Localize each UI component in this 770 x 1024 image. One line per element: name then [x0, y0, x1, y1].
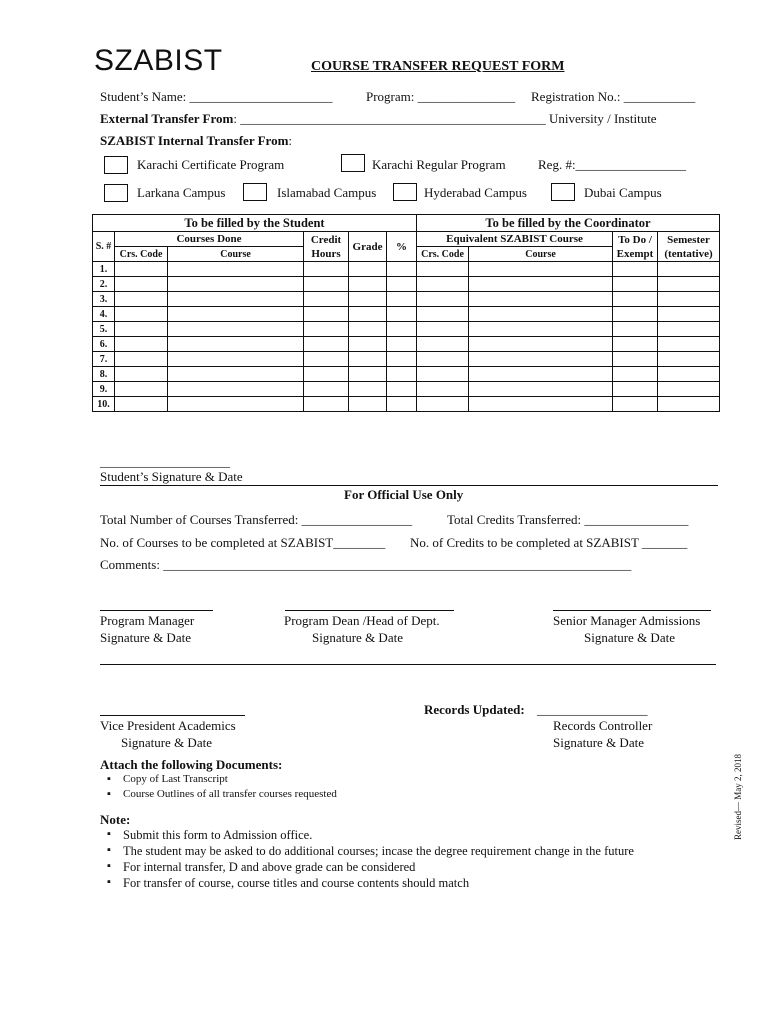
percent-cell[interactable] — [387, 367, 417, 382]
table-row — [93, 307, 720, 322]
semester-cell[interactable] — [658, 352, 720, 367]
attach-item: ▪ Course Outlines of all transfer courses requested — [123, 788, 337, 800]
course-cell[interactable] — [168, 397, 304, 412]
eq-course-header: Course — [469, 247, 613, 262]
islamabad-label: Islamabad Campus — [277, 185, 377, 200]
coordinator-section-header: To be filled by the Coordinator — [417, 215, 720, 232]
table-row — [93, 322, 720, 337]
percent-cell[interactable] — [387, 307, 417, 322]
semester-line1: Semester — [667, 233, 710, 246]
credit-hours-cell[interactable] — [304, 292, 349, 307]
grade-cell[interactable] — [349, 322, 387, 337]
table-row — [93, 352, 720, 367]
row-number: 10. — [93, 397, 115, 412]
eq-course-cell[interactable] — [469, 382, 613, 397]
eq-crs-code-cell[interactable] — [417, 337, 469, 352]
crs-code-header: Crs. Code — [115, 247, 168, 262]
todo-exempt-cell[interactable] — [613, 352, 658, 367]
course-cell[interactable] — [168, 382, 304, 397]
course-cell[interactable] — [168, 322, 304, 337]
dean-signature-line[interactable] — [285, 610, 454, 611]
percent-cell[interactable] — [387, 337, 417, 352]
courses-to-complete-field[interactable]: No. of Courses to be completed at SZABIST________ — [100, 535, 386, 550]
percent-cell[interactable] — [387, 352, 417, 367]
credit-hours-cell[interactable] — [304, 352, 349, 367]
credit-hours-cell[interactable] — [304, 277, 349, 292]
eq-crs-code-header: Crs. Code — [417, 247, 469, 262]
semester-header — [658, 232, 720, 262]
table-row — [93, 367, 720, 382]
percent-cell[interactable] — [387, 262, 417, 277]
note-item: ▪ For internal transfer, D and above grade can be considered — [123, 860, 415, 875]
eq-course-cell[interactable] — [469, 337, 613, 352]
eq-crs-code-cell[interactable] — [417, 307, 469, 322]
eq-course-cell[interactable] — [469, 367, 613, 382]
semester-cell[interactable] — [658, 337, 720, 352]
grade-header: Grade — [349, 232, 387, 262]
row-number: 2. — [93, 277, 115, 292]
todo-exempt-cell[interactable] — [613, 337, 658, 352]
semester-cell[interactable] — [658, 382, 720, 397]
grade-cell[interactable] — [349, 382, 387, 397]
eq-course-cell[interactable] — [469, 292, 613, 307]
semester-line2: (tentative) — [664, 247, 713, 260]
crs-code-cell[interactable] — [115, 292, 168, 307]
eq-course-cell[interactable] — [469, 352, 613, 367]
grade-cell[interactable] — [349, 367, 387, 382]
credit-hours-line2: Hours — [311, 247, 341, 260]
attach-item: ▪ Copy of Last Transcript — [123, 773, 228, 785]
grade-cell[interactable] — [349, 337, 387, 352]
pm-label: Program Manager — [100, 613, 195, 628]
registration-field[interactable]: Registration No.: ___________ — [531, 89, 696, 104]
semester-cell[interactable] — [658, 397, 720, 412]
table-row — [93, 262, 720, 277]
eq-course-cell[interactable] — [469, 397, 613, 412]
credit-hours-header — [304, 232, 349, 262]
larkana-checkbox[interactable] — [104, 184, 128, 202]
credit-hours-cell[interactable] — [304, 322, 349, 337]
course-cell[interactable] — [168, 277, 304, 292]
crs-code-cell[interactable] — [115, 397, 168, 412]
dubai-label: Dubai Campus — [584, 185, 662, 200]
grade-cell[interactable] — [349, 397, 387, 412]
percent-cell[interactable] — [387, 292, 417, 307]
larkana-label: Larkana Campus — [137, 185, 226, 200]
crs-code-cell[interactable] — [115, 382, 168, 397]
total-credits-field[interactable]: Total Credits Transferred: ________________ — [447, 512, 689, 527]
dubai-checkbox[interactable] — [551, 183, 575, 201]
semester-cell[interactable] — [658, 262, 720, 277]
table-row — [93, 397, 720, 412]
karachi-certificate-label: Karachi Certificate Program — [137, 157, 285, 172]
row-number: 3. — [93, 292, 115, 307]
course-cell[interactable] — [168, 292, 304, 307]
percent-cell[interactable] — [387, 382, 417, 397]
semester-cell[interactable] — [658, 367, 720, 382]
sma-label: Senior Manager Admissions — [553, 613, 701, 628]
eq-course-cell[interactable] — [469, 262, 613, 277]
crs-code-cell[interactable] — [115, 277, 168, 292]
divider-line-2 — [100, 664, 716, 665]
karachi-certificate-checkbox[interactable] — [104, 156, 128, 174]
row-number: 9. — [93, 382, 115, 397]
row-number: 4. — [93, 307, 115, 322]
vpa-signature-line[interactable] — [100, 715, 245, 716]
records-updated-label: Records Updated: — [424, 702, 525, 717]
semester-cell[interactable] — [658, 277, 720, 292]
eq-course-cell[interactable] — [469, 277, 613, 292]
external-transfer-label: External Transfer From — [100, 111, 234, 126]
rc-label: Records Controller — [553, 718, 653, 733]
note-heading: Note: — [100, 812, 131, 827]
external-transfer-row — [100, 111, 657, 127]
credit-hours-cell[interactable] — [304, 382, 349, 397]
internal-transfer-row — [100, 133, 292, 149]
pm-signature-line[interactable] — [100, 610, 213, 611]
official-use-heading: For Official Use Only — [344, 487, 464, 502]
grade-cell[interactable] — [349, 307, 387, 322]
pm-sig-date: Signature & Date — [100, 630, 191, 645]
rc-sig-date: Signature & Date — [553, 735, 644, 750]
percent-cell[interactable] — [387, 397, 417, 412]
vpa-label: Vice President Academics — [100, 718, 236, 733]
grade-cell[interactable] — [349, 277, 387, 292]
eq-crs-code-cell[interactable] — [417, 292, 469, 307]
crs-code-cell[interactable] — [115, 322, 168, 337]
row-number: 8. — [93, 367, 115, 382]
table-row — [93, 337, 720, 352]
student-signature-line[interactable]: ____________________ — [100, 454, 230, 469]
program-field[interactable]: Program: _______________ — [366, 89, 516, 104]
crs-code-cell[interactable] — [115, 367, 168, 382]
eq-crs-code-cell[interactable] — [417, 262, 469, 277]
student-signature-label: Student’s Signature & Date — [100, 469, 243, 484]
revised-date: Revised— May 2, 2018 — [733, 754, 743, 840]
student-section-header: To be filled by the Student — [93, 215, 417, 232]
course-cell[interactable] — [168, 367, 304, 382]
crs-code-cell[interactable] — [115, 307, 168, 322]
eq-crs-code-cell[interactable] — [417, 352, 469, 367]
todo-exempt-cell[interactable] — [613, 367, 658, 382]
todo-exempt-cell[interactable] — [613, 307, 658, 322]
course-transfer-table — [92, 214, 720, 412]
sma-signature-line[interactable] — [553, 610, 711, 611]
grade-cell[interactable] — [349, 292, 387, 307]
todo-exempt-cell[interactable] — [613, 292, 658, 307]
eq-crs-code-cell[interactable] — [417, 382, 469, 397]
vpa-sig-date: Signature & Date — [121, 735, 212, 750]
eq-course-cell[interactable] — [469, 322, 613, 337]
external-transfer-field[interactable]: : _______________________________________________ University / Institute — [233, 111, 657, 126]
credit-hours-line1: Credit — [310, 233, 342, 246]
course-cell[interactable] — [168, 307, 304, 322]
divider-line — [100, 485, 718, 486]
credit-hours-cell[interactable] — [304, 367, 349, 382]
eq-crs-code-cell[interactable] — [417, 367, 469, 382]
table-body — [93, 262, 720, 412]
internal-transfer-label: SZABIST Internal Transfer From — [100, 133, 289, 148]
crs-code-cell[interactable] — [115, 352, 168, 367]
reg-number-field[interactable]: Reg. #:_________________ — [538, 157, 687, 172]
course-header: Course — [168, 247, 304, 262]
szabist-logo: SZABIST — [94, 44, 223, 77]
note-item: ▪ Submit this form to Admission office. — [123, 828, 312, 843]
serial-header: S. # — [93, 232, 115, 262]
table-row — [93, 277, 720, 292]
karachi-regular-label: Karachi Regular Program — [372, 157, 506, 172]
table-row — [93, 292, 720, 307]
percent-cell[interactable] — [387, 322, 417, 337]
todo-exempt-cell[interactable] — [613, 277, 658, 292]
semester-cell[interactable] — [658, 322, 720, 337]
percent-header: % — [387, 232, 417, 262]
credit-hours-cell[interactable] — [304, 262, 349, 277]
todo-exempt-cell[interactable] — [613, 397, 658, 412]
semester-cell[interactable] — [658, 307, 720, 322]
todo-line1: To Do / — [618, 233, 652, 246]
crs-code-cell[interactable] — [115, 262, 168, 277]
credits-to-complete-field[interactable]: No. of Credits to be completed at SZABIST _______ — [410, 535, 688, 550]
islamabad-checkbox[interactable] — [243, 183, 267, 201]
table-row — [93, 382, 720, 397]
grade-cell[interactable] — [349, 262, 387, 277]
credit-hours-cell[interactable] — [304, 307, 349, 322]
student-name-field[interactable]: Student’s Name: ______________________ — [100, 89, 333, 104]
row-number: 6. — [93, 337, 115, 352]
course-cell[interactable] — [168, 352, 304, 367]
note-item: ▪ For transfer of course, course titles and course contents should match — [123, 876, 469, 891]
semester-cell[interactable] — [658, 292, 720, 307]
eq-crs-code-cell[interactable] — [417, 397, 469, 412]
sma-sig-date: Signature & Date — [584, 630, 675, 645]
todo-exempt-header — [613, 232, 658, 262]
row-number: 5. — [93, 322, 115, 337]
dean-label: Program Dean /Head of Dept. — [284, 613, 440, 628]
percent-cell[interactable] — [387, 277, 417, 292]
attach-heading: Attach the following Documents: — [100, 757, 283, 772]
total-courses-field[interactable]: Total Number of Courses Transferred: _________________ — [100, 512, 413, 527]
grade-cell[interactable] — [349, 352, 387, 367]
credit-hours-cell[interactable] — [304, 337, 349, 352]
karachi-regular-checkbox[interactable] — [341, 154, 365, 172]
note-item: ▪ The student may be asked to do additional courses; incase the degree requirement change in the future — [123, 844, 634, 859]
records-updated-field[interactable]: _________________ — [537, 702, 648, 717]
todo-line2: Exempt — [616, 247, 654, 260]
course-cell[interactable] — [168, 337, 304, 352]
internal-colon: : — [288, 133, 293, 148]
comments-field[interactable]: Comments: ________________________________________________________________________ — [100, 557, 632, 572]
eq-course-cell[interactable] — [469, 307, 613, 322]
hyderabad-label: Hyderabad Campus — [424, 185, 527, 200]
course-cell[interactable] — [168, 262, 304, 277]
eq-crs-code-cell[interactable] — [417, 277, 469, 292]
dean-sig-date: Signature & Date — [312, 630, 403, 645]
row-number: 7. — [93, 352, 115, 367]
todo-exempt-cell[interactable] — [613, 322, 658, 337]
row-number: 1. — [93, 262, 115, 277]
eq-crs-code-cell[interactable] — [417, 322, 469, 337]
form-title: COURSE TRANSFER REQUEST FORM — [311, 59, 565, 74]
todo-exempt-cell[interactable] — [613, 262, 658, 277]
todo-exempt-cell[interactable] — [613, 382, 658, 397]
equivalent-course-header: Equivalent SZABIST Course — [417, 232, 613, 247]
hyderabad-checkbox[interactable] — [393, 183, 417, 201]
courses-done-header: Courses Done — [115, 232, 304, 247]
crs-code-cell[interactable] — [115, 337, 168, 352]
credit-hours-cell[interactable] — [304, 397, 349, 412]
